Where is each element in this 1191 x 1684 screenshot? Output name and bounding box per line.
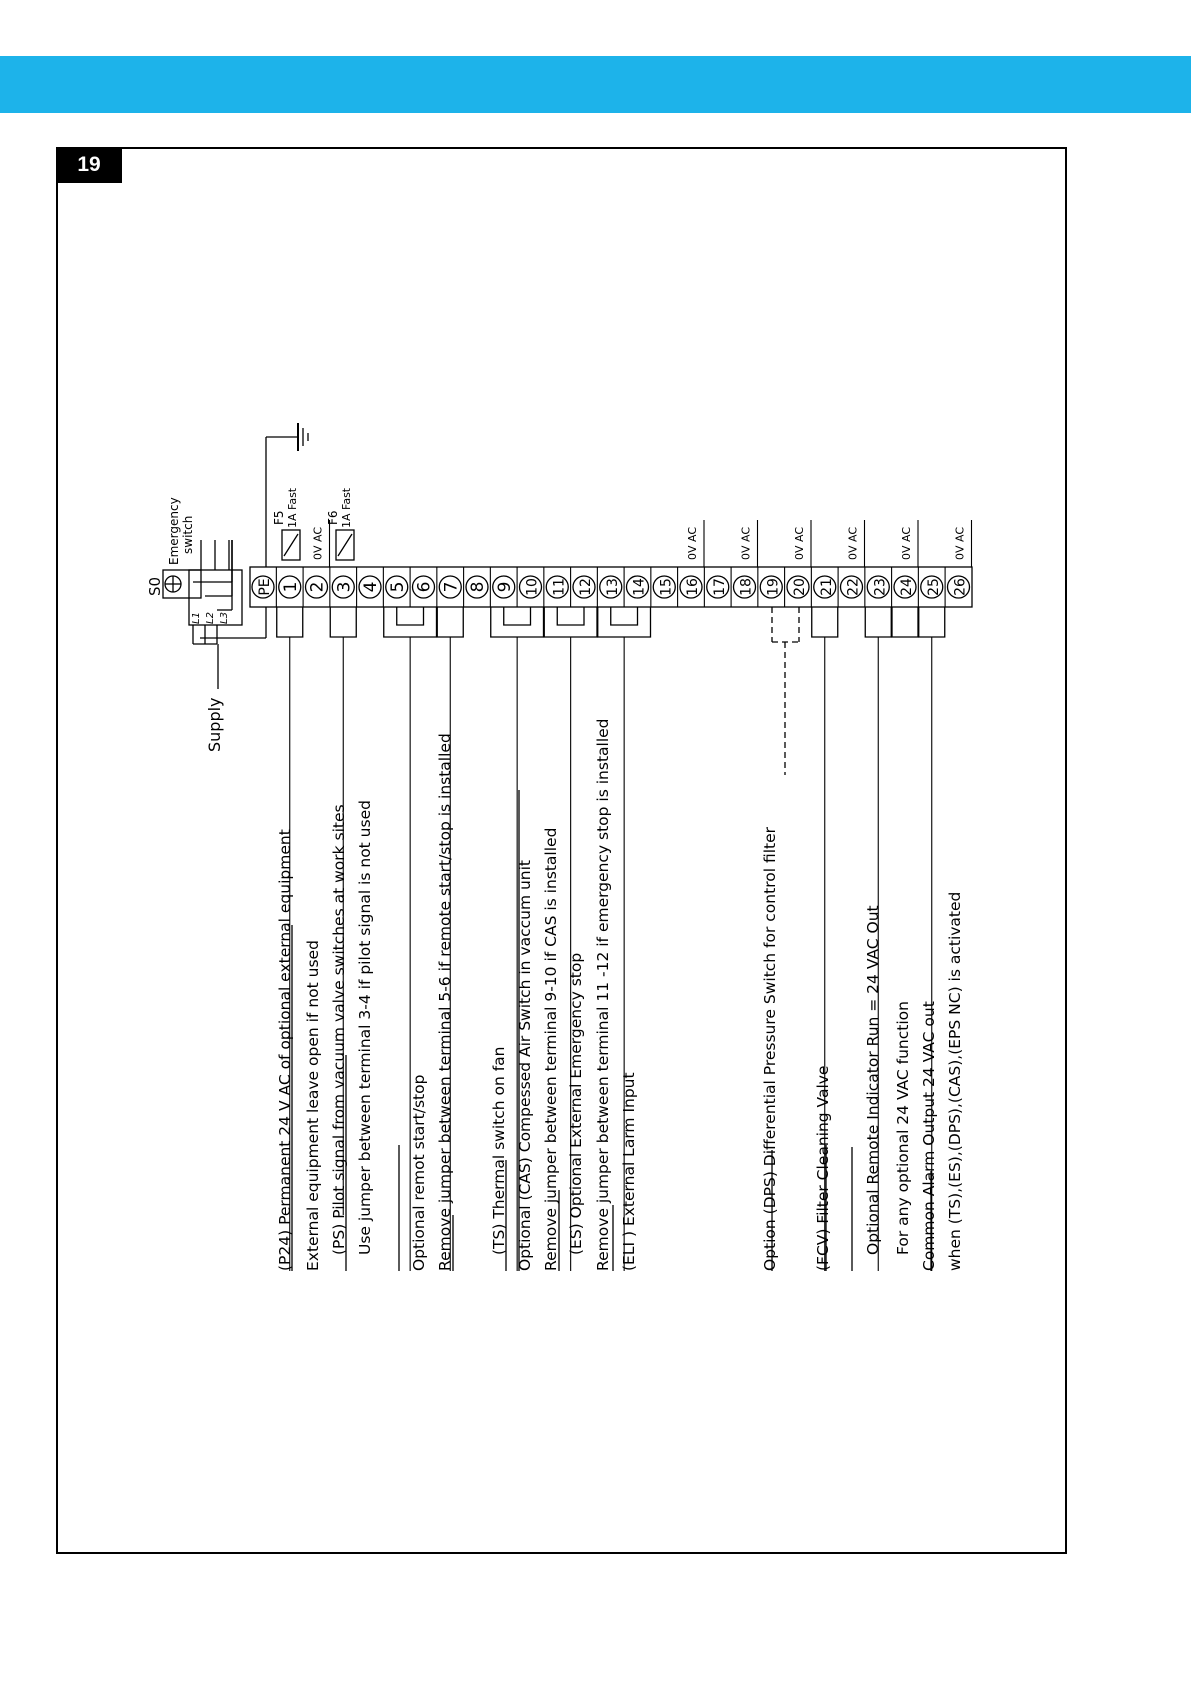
terminal-label: 9 [494, 581, 515, 593]
terminal-label: 26 [952, 578, 969, 596]
fuse-rating: 1A Fast [286, 487, 299, 528]
wire-tap [865, 607, 891, 637]
terminal-label: 7 [441, 581, 462, 593]
terminal-label: 20 [792, 578, 808, 596]
terminal-label: 21 [818, 578, 835, 596]
jumper-outer [598, 607, 651, 637]
terminal-label: 19 [765, 578, 782, 596]
jumper-link [611, 607, 638, 625]
terminal-label: 14 [631, 578, 648, 596]
terminal-label: 23 [872, 578, 889, 596]
zero-volt-label: 0V AC [311, 526, 325, 560]
description-line: Remove jumper between terminal 9-10 if CAS is installed [542, 827, 560, 1271]
terminal-label: PE [257, 578, 273, 596]
wire-tap [330, 607, 356, 637]
description-line: (ES) Optional External Emergency stop [567, 952, 585, 1255]
description-line: Common Alarm Output 24 VAC out [920, 1001, 938, 1271]
jumper-outer [491, 607, 544, 637]
wire-tap [919, 607, 945, 637]
zero-volt-label: 0V AC [953, 526, 967, 560]
zero-volt-label: 0V AC [739, 526, 753, 560]
emergency-switch-label: switch [181, 515, 195, 554]
terminal-label: 17 [711, 578, 728, 596]
terminal-label: 25 [925, 578, 942, 596]
terminal-label: 1 [280, 581, 301, 593]
fuse-name: F6 [326, 510, 340, 525]
terminal-label: 10 [524, 578, 541, 596]
description-line: Optional remot start/stop [410, 1074, 428, 1271]
description-line: when (TS),(ES),(DPS),(CAS),(EPS NC) is activated [946, 891, 964, 1271]
terminal-label: 13 [604, 578, 621, 596]
wire-tap [277, 607, 303, 637]
jumper-outer [544, 607, 597, 637]
zero-volt-label: 0V AC [900, 526, 913, 560]
jumper-link [557, 607, 584, 625]
terminal-label: 4 [361, 581, 381, 593]
terminal-label: 2 [307, 581, 328, 593]
jumper-outer [384, 607, 437, 637]
page-number: 19 [56, 147, 122, 183]
terminal-label: 11 [551, 578, 568, 596]
description-line: Optional Remote Indicator Run = 24 VAC Out [864, 905, 882, 1255]
terminal-label: 3 [334, 581, 355, 593]
description-line: Option (DPS) Differential Pressure Switch for control filter [761, 827, 779, 1271]
wire-tap [812, 607, 838, 637]
fuse-rating: 1A Fast [340, 487, 353, 528]
description-line: Use jumper between terminal 3-4 if pilot signal is not used [356, 800, 374, 1255]
zero-volt-label: 0V AC [846, 526, 860, 560]
terminal-label: 22 [845, 578, 862, 596]
terminal-label: 16 [685, 578, 701, 596]
description-line: Remove jumper between terminal 5-6 if remote start/stop is installed [436, 733, 454, 1271]
zero-volt-label: 0V AC [686, 526, 699, 560]
description-line: Remove jumper between terminal 11 -12 if emergency stop is installed [594, 718, 612, 1271]
phase-label: L2 [205, 612, 216, 624]
description-line: (TS) Thermal switch on fan [490, 1046, 508, 1255]
emergency-switch-designator: S0 [146, 576, 164, 596]
phase-label: L1 [191, 612, 202, 624]
emergency-switch-label: Emergency [167, 497, 181, 565]
terminal-label: 5 [387, 581, 408, 593]
description-line: For any optional 24 VAC function [894, 1001, 912, 1255]
description-line: (PS) Pilot signal from vacuum valve switches at work sites [330, 804, 348, 1255]
zero-volt-label: 0V AC [793, 526, 806, 560]
jumper-link [397, 607, 424, 625]
wire-tap [892, 607, 918, 637]
terminal-label: 18 [738, 578, 755, 596]
description-line: (P24) Permanent 24 V AC of optional external equipment [276, 829, 294, 1271]
description-line: (ELI ) External Larm Input [620, 1072, 638, 1271]
terminal-label: 24 [899, 578, 915, 596]
terminal-label: 12 [578, 578, 594, 596]
description-line: (FCV) Filter Cleaning Valve [814, 1065, 832, 1271]
terminal-label: 6 [414, 581, 435, 593]
terminal-label: 15 [658, 578, 675, 596]
description-line: Optional (CAS) Compessed Air Switch in vaccum unit [516, 859, 534, 1271]
fuse-name: F5 [272, 510, 286, 525]
description-line: External equipment leave open if not used [304, 940, 322, 1271]
phase-label: L3 [219, 612, 230, 624]
supply-label: Supply [205, 697, 224, 752]
jumper-link [504, 607, 531, 625]
terminal-label: 8 [468, 581, 488, 593]
wire-tap [437, 607, 463, 637]
